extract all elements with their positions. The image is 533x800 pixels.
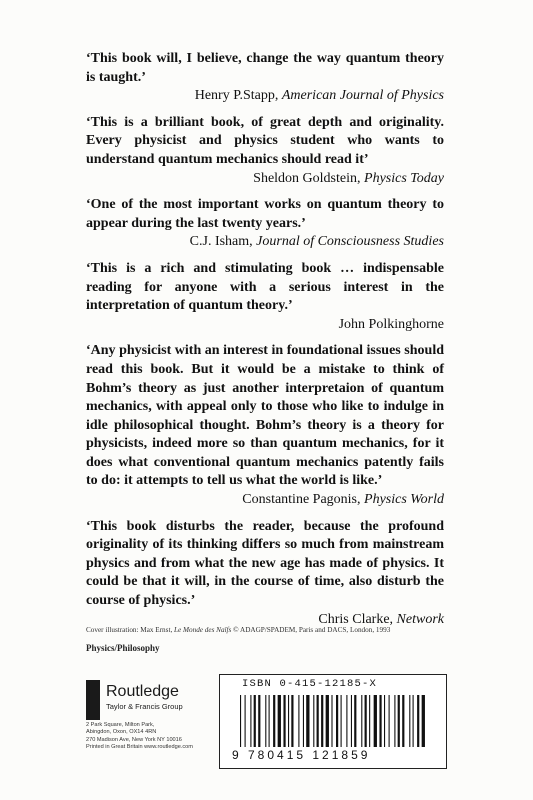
quote-author: Constantine Pagonis,	[242, 492, 361, 508]
publisher-group: Taylor & Francis Group	[106, 702, 183, 711]
review-quote	[86, 342, 444, 509]
review-quote	[86, 50, 444, 106]
quote-attribution	[86, 233, 444, 252]
quote-text: ‘One of the most important works on quantum theory to appear during the last twenty years.’	[86, 197, 444, 231]
publisher-logo	[86, 680, 206, 720]
quote-author: Henry P.Stapp,	[194, 88, 279, 104]
quote-text: ‘This book disturbs the reader, because the profound originality of its thinking differs so much from mainstream physics and from what the new age has made of physics. It could be that it will, in the course of time, also disturb the course of physics.’	[86, 518, 444, 609]
quote-text: ‘This is a brilliant book, of great depth and originality. Every physicist and physics student who wants to understand quantum mechanics should read it’	[86, 114, 444, 167]
quote-source: Physics World	[364, 492, 444, 508]
review-quotes	[86, 50, 444, 629]
review-quote	[86, 114, 444, 188]
quote-author: Sheldon Goldstein,	[253, 170, 361, 186]
isbn-box	[219, 674, 447, 769]
quote-author: Chris Clarke,	[318, 611, 394, 627]
subject-category: Physics/Philosophy	[86, 643, 160, 653]
publisher-name: Routledge	[106, 683, 179, 700]
quote-attribution	[86, 170, 444, 189]
quote-text: ‘This book will, I believe, change the way quantum theory is taught.’	[86, 51, 444, 85]
quote-text: ‘This is a rich and stimulating book … indispensable reading for anyone with a serious interest in the interpretation of quantum theory.’	[86, 260, 444, 314]
publisher-address: 2 Park Square, Milton Park, Abingdon, Oxon, OX14 4RN 270 Madison Ave, New York NY 10016 Printed in Great Britain www.routledge.com	[86, 722, 193, 751]
review-quote	[86, 196, 444, 252]
quote-source: Physics Today	[364, 170, 444, 186]
quote-source: Journal of Consciousness Studies	[256, 234, 444, 250]
quote-text: ‘Any physicist with an interest in foundational issues should read this book. But it would be a mistake to think of Bohm’s theory as just another interpretaion of quantum mechanics, with appeal only to those who like to indulge in idle philosophical thought. Bohm’s theory is a theory for physicists, indeed more so than quantum mechanics, for it does what conventional quantum mechanics patently fails to do: it attempts to tell us what the world is like.’	[86, 343, 444, 489]
routledge-mark-icon	[86, 680, 100, 720]
quote-source: American Journal of Physics	[281, 88, 444, 104]
barcode-digits: 9 780415 121859	[232, 748, 371, 762]
quote-author: John Polkinghorne	[338, 316, 444, 332]
barcode-icon	[238, 695, 428, 747]
quote-attribution	[86, 316, 444, 335]
review-quote	[86, 260, 444, 334]
cover-credit: Cover illustration: Max Ernst, Le Monde des Naïfs © ADAGP/SPADEM, Paris and DACS, London, 1993	[86, 626, 391, 634]
quote-source: Network	[396, 611, 444, 627]
review-quote	[86, 518, 444, 630]
quote-author: C.J. Isham,	[189, 234, 253, 250]
isbn-label: ISBN 0-415-12185-X	[242, 678, 378, 690]
quote-attribution	[86, 491, 444, 510]
quote-attribution	[86, 87, 444, 106]
